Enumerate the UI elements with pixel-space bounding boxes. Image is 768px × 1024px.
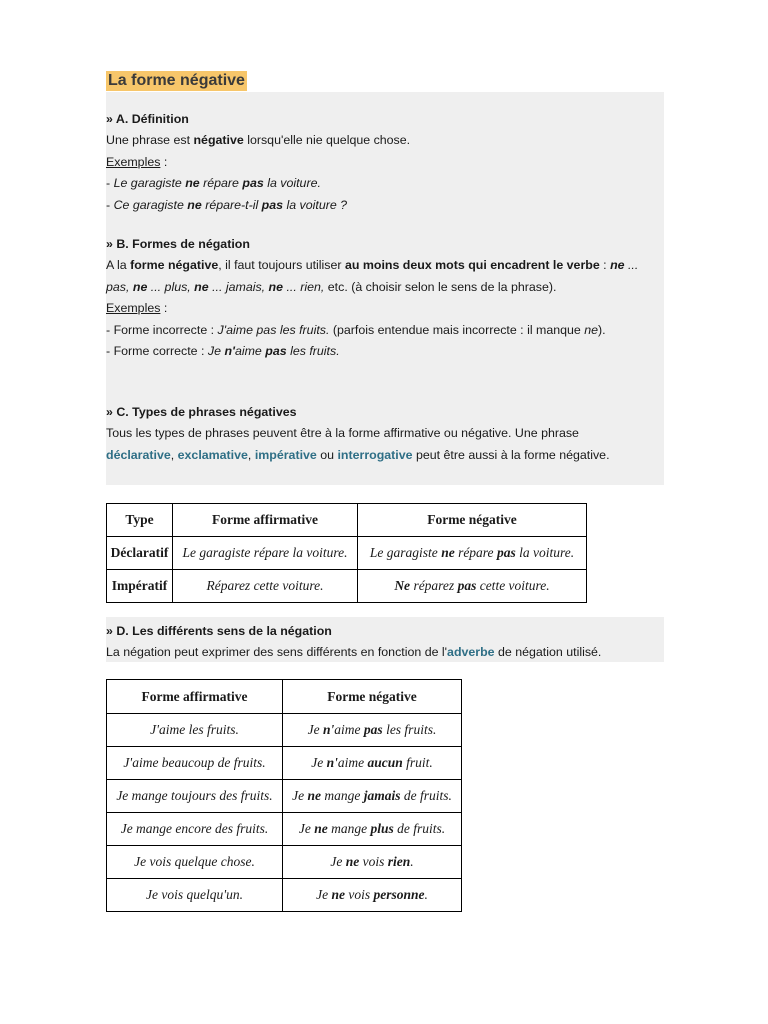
affirmative-cell: J'aime les fruits.	[107, 714, 283, 747]
section-a	[106, 109, 646, 216]
negative-cell: Je n'aime pas les fruits.	[283, 714, 462, 747]
affirmative-cell: Réparez cette voiture.	[173, 570, 358, 603]
page-title: La forme négative	[108, 72, 245, 89]
negative-cell: Je n'aime aucun fruit.	[283, 747, 462, 780]
link-exclamative[interactable]: exclamative	[177, 447, 248, 462]
example-line: - Ce garagiste ne répare-t-il pas la voiture ?	[106, 197, 348, 212]
table-header: Forme affirmative	[107, 680, 283, 714]
link-declarative[interactable]: déclarative	[106, 447, 171, 462]
type-cell: Déclaratif	[107, 537, 173, 570]
section-c-paragraph: Tous les types de phrases peuvent être à la forme affirmative ou négative. Une phrase déclarative, exclamative, impérative ou interrogative peut être aussi à la forme négative.	[106, 426, 610, 462]
negative-cell: Je ne mange plus de fruits.	[283, 813, 462, 846]
table-row	[107, 537, 587, 570]
affirmative-cell: J'aime beaucoup de fruits.	[107, 747, 283, 780]
negative-cell: Je ne vois personne.	[283, 879, 462, 912]
section-d-heading: » D. Les différents sens de la négation	[106, 624, 332, 638]
table-header: Forme négative	[358, 504, 587, 537]
section-b-heading: » B. Formes de négation	[106, 237, 250, 251]
affirmative-cell: Je mange toujours des fruits.	[107, 780, 283, 813]
sentence-types-table	[106, 503, 587, 603]
link-imperative[interactable]: impérative	[254, 447, 317, 462]
table-row	[107, 714, 462, 747]
table-row	[107, 813, 462, 846]
table-header: Forme négative	[283, 680, 462, 714]
table-row	[107, 570, 587, 603]
link-interrogative[interactable]: interrogative	[337, 447, 413, 462]
affirmative-cell: Je mange encore des fruits.	[107, 813, 283, 846]
section-c	[106, 402, 636, 466]
section-c-heading: » C. Types de phrases négatives	[106, 405, 297, 419]
table-row	[107, 846, 462, 879]
example-line: - Le garagiste ne répare pas la voiture.	[106, 176, 321, 191]
table-header: Type	[107, 504, 173, 537]
examples-label: Exemples :	[106, 154, 168, 169]
examples-label: Exemples :	[106, 301, 168, 316]
section-d	[106, 621, 656, 664]
type-cell: Impératif	[107, 570, 173, 603]
link-adverbe[interactable]: adverbe	[447, 645, 495, 660]
incorrect-form-line: - Forme incorrecte : J'aime pas les fruits. (parfois entendue mais incorrecte : il manque ne).	[106, 322, 606, 337]
table-row	[107, 747, 462, 780]
section-b	[106, 234, 646, 362]
affirmative-cell: Je vois quelque chose.	[107, 846, 283, 879]
section-b-paragraph: A la forme négative, il faut toujours utiliser au moins deux mots qui encadrent le verbe : ne ... pas, ne ... plus, ne ... jamais, ne ... rien, etc. (à choisir selon le sens de la phrase).	[106, 258, 639, 294]
table-row	[107, 879, 462, 912]
negative-cell: Le garagiste ne répare pas la voiture.	[358, 537, 587, 570]
table-row	[107, 780, 462, 813]
negation-meanings-table	[106, 679, 462, 912]
definition-text: Une phrase est négative lorsqu'elle nie quelque chose.	[106, 133, 411, 148]
section-d-paragraph: La négation peut exprimer des sens différents en fonction de l'adverbe de négation utilisé.	[106, 645, 602, 660]
negative-cell: Je ne vois rien.	[283, 846, 462, 879]
correct-form-line: - Forme correcte : Je n'aime pas les fruits.	[106, 344, 340, 359]
section-a-heading: » A. Définition	[106, 112, 189, 126]
table-header: Forme affirmative	[173, 504, 358, 537]
affirmative-cell: Le garagiste répare la voiture.	[173, 537, 358, 570]
negative-cell: Ne réparez pas cette voiture.	[358, 570, 587, 603]
negative-cell: Je ne mange jamais de fruits.	[283, 780, 462, 813]
affirmative-cell: Je vois quelqu'un.	[107, 879, 283, 912]
